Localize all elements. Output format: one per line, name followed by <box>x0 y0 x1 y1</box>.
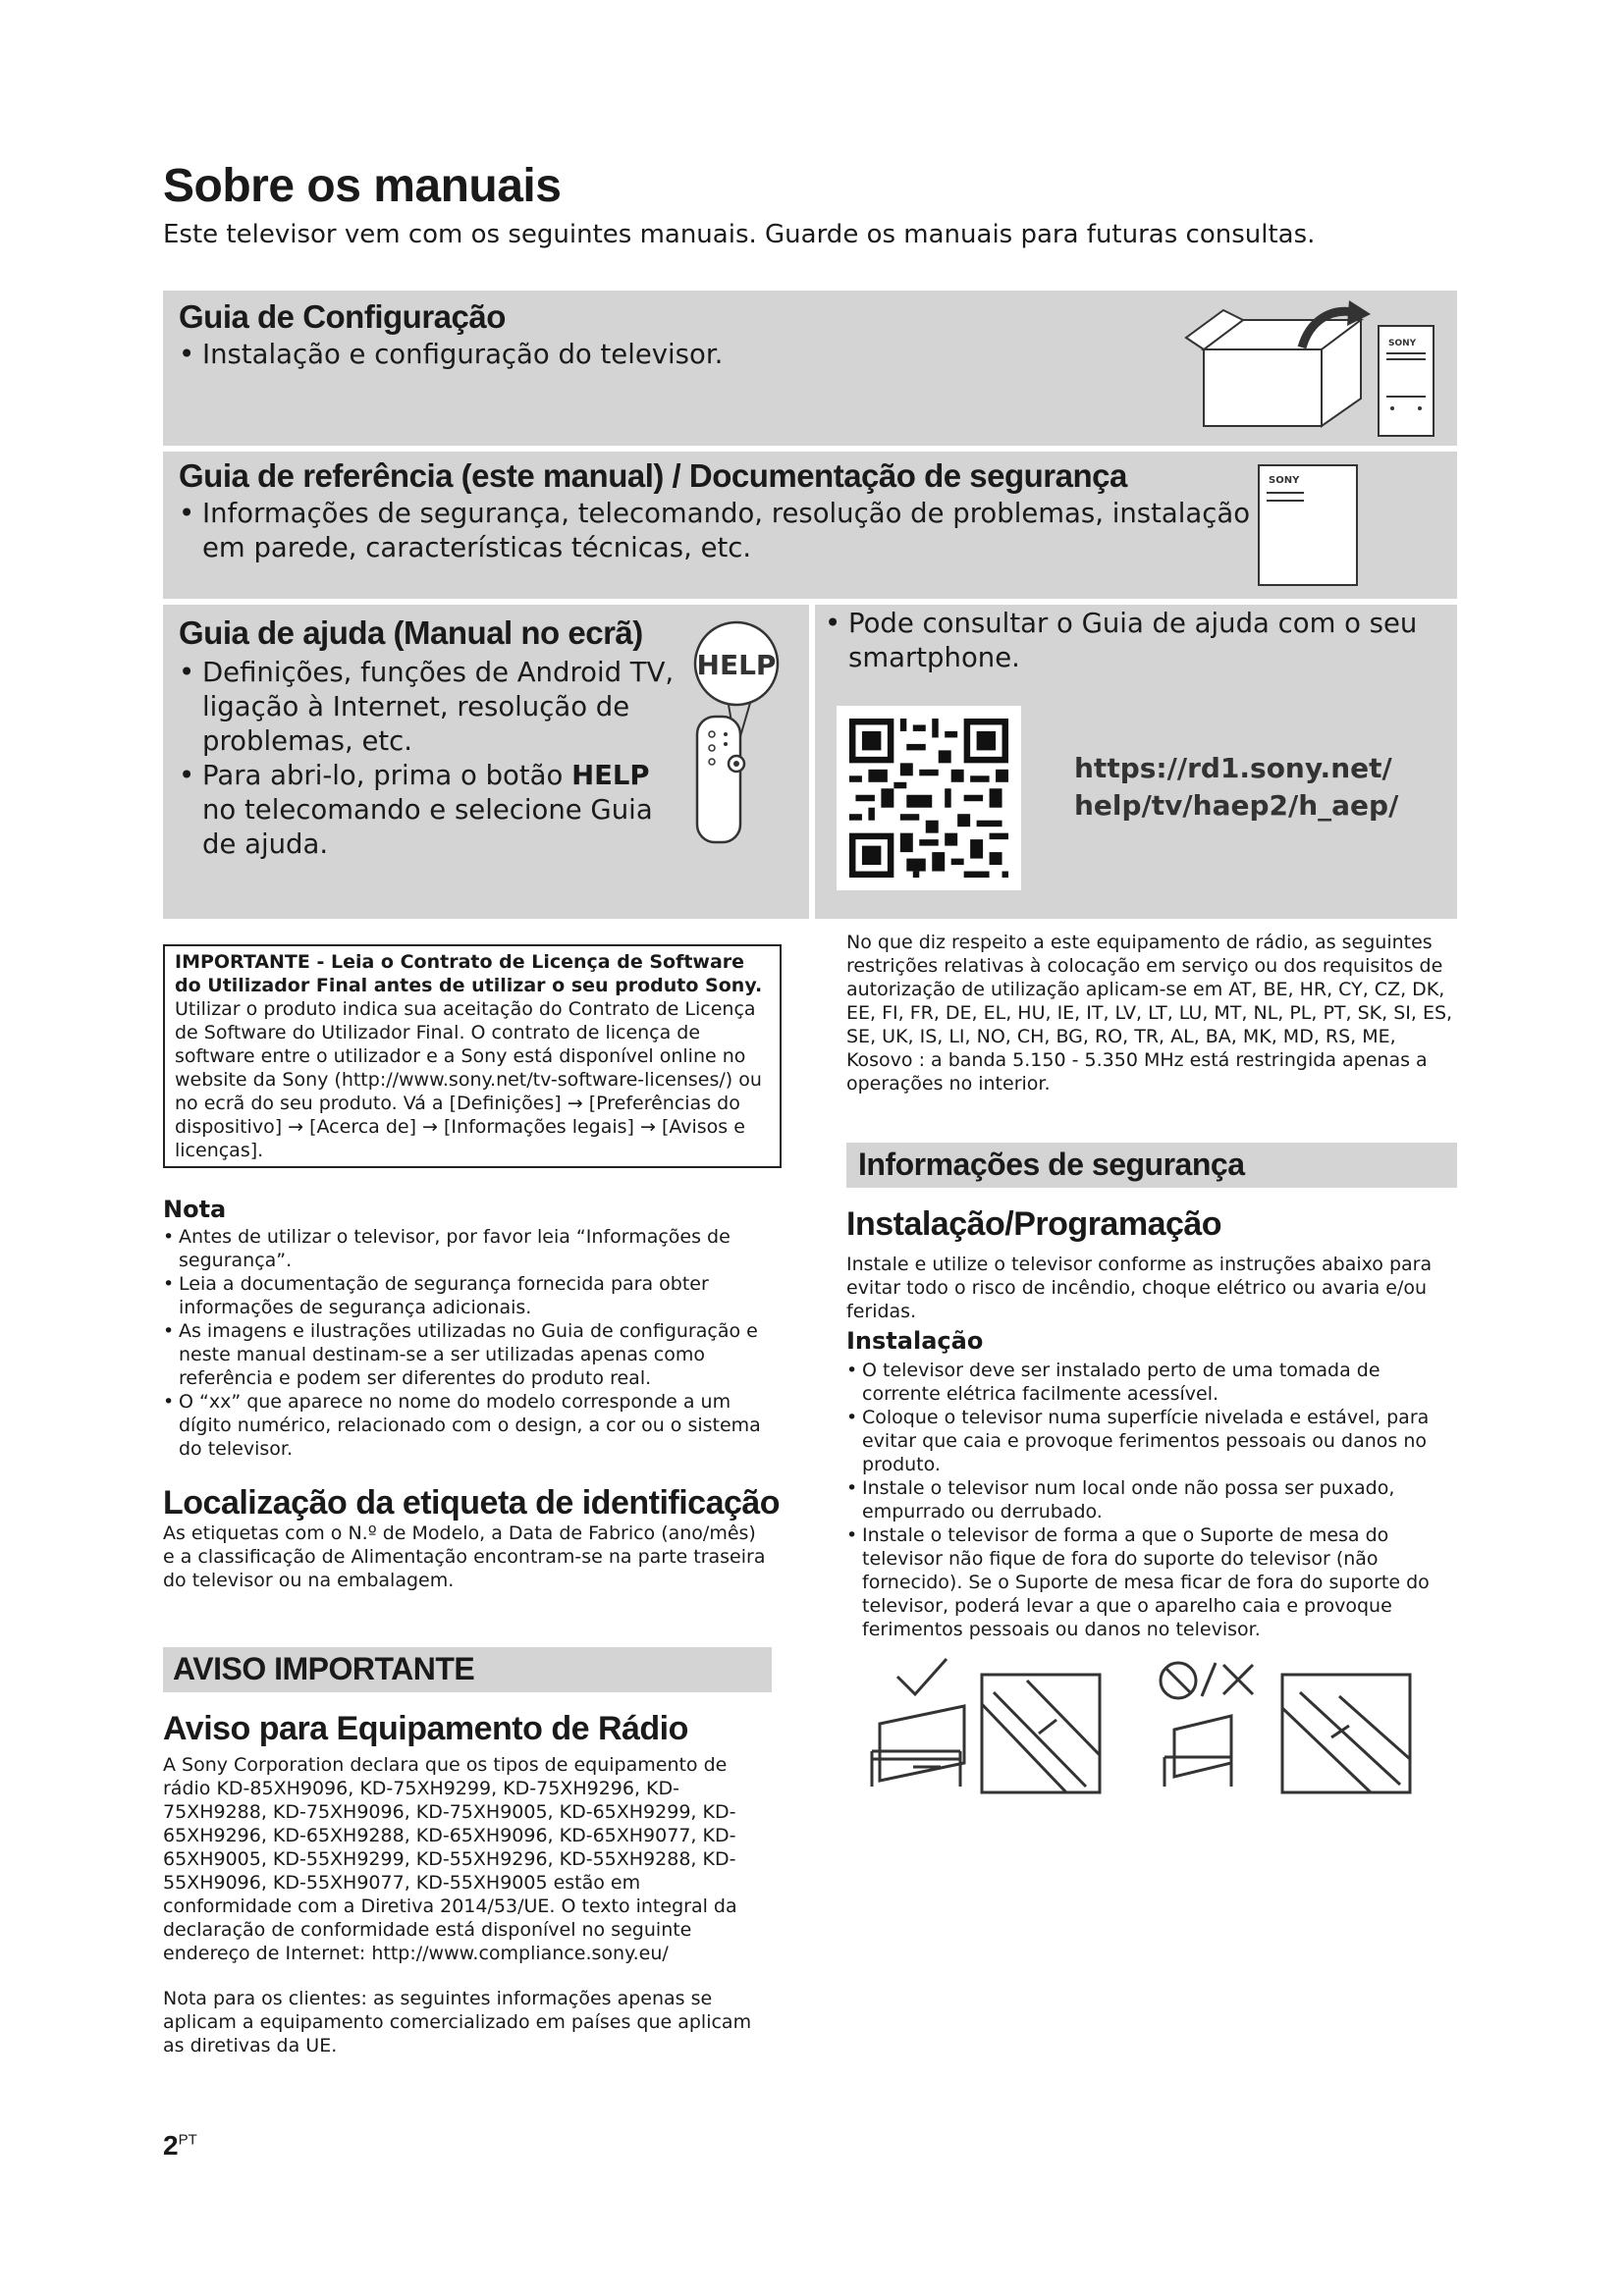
installation-item: • Instale o televisor de forma a que o Suporte de mesa do televisor não fique de fora do suporte do televisor (não fornecido). Se o Suporte de mesa ficar de fora do suporte do televisor, poderá levar a que o aparelho caia e provoque ferimentos pessoais ou danos no televisor. <box>846 1523 1455 1641</box>
eu-clients-note: Nota para os clientes: as seguintes informações apenas se aplicam a equipamento comercializado em países que aplicam as diretivas da UE. <box>163 1988 752 2056</box>
installation-list <box>846 1359 1455 1641</box>
reference-guide-item: • Informações de segurança, telecomando, resolução de problemas, instalação em parede, características técnicas, etc. <box>177 497 1263 565</box>
help-guide-item-open: • Para abri-lo, prima o botão HELP no telecomando e selecione Guia de ajuda. <box>177 759 677 862</box>
help-url-line2[interactable]: help/tv/haep2/h_aep/ <box>1074 789 1399 822</box>
nota-item: • Antes de utilizar o televisor, por favor leia “Informações de segurança”. <box>163 1225 772 1272</box>
important-bold-text: IMPORTANTE - Leia o Contrato de Licença de Software do Utilizador Final antes de utilizar o seu produto Sony. <box>175 951 763 996</box>
label-location-text: As etiquetas com o N.º de Modelo, a Data de Fabrico (ano/mês) e a classificação de Alimentação encontram-se na parte traseira do televisor ou na embalagem. <box>163 1522 766 1591</box>
help-smartphone-panel <box>815 605 1457 919</box>
reference-doc-brand: SONY <box>1269 475 1300 486</box>
safety-banner: Informações de segurança <box>846 1143 1457 1188</box>
page-subtitle: Este televisor vem com os seguintes manuais. Guarde os manuais para futuras consultas. <box>163 220 1316 249</box>
nota-heading: Nota <box>163 1196 227 1223</box>
manual-document-icon <box>1255 461 1363 589</box>
radio-equipment-heading: Aviso para Equipamento de Rádio <box>163 1710 688 1747</box>
important-license-box <box>163 944 782 1168</box>
help-guide-heading: Guia de ajuda (Manual no ecrã) <box>179 614 643 651</box>
check-icon <box>897 1659 947 1694</box>
installation-item: • Coloque o televisor numa superfície nivelada e estável, para evitar que caia e provoque ferimentos pessoais ou danos no produto. <box>846 1406 1455 1476</box>
setup-guide-item: • Instalação e configuração do televisor. <box>177 338 1471 372</box>
tv-stand-illustration <box>870 1657 1430 1824</box>
help-url-line1[interactable]: https://rd1.sony.net/ <box>1074 752 1392 784</box>
aviso-banner: AVISO IMPORTANTE <box>163 1647 772 1692</box>
page-lang: PT <box>178 2131 197 2149</box>
page-number: $2^{PT}$ <box>163 2130 197 2161</box>
reference-guide-heading: Guia de referência (este manual) / Documentação de segurança <box>179 457 1127 494</box>
box-manual-icon <box>1184 300 1449 438</box>
safety-intro-text: Instale e utilize o televisor conforme as instruções abaixo para evitar todo o risco de incêndio, choque elétrico ou avaria e/ou feridas. <box>846 1254 1433 1322</box>
help-button-label: HELP <box>571 760 650 791</box>
setup-guide-heading: Guia de Configuração <box>179 298 506 335</box>
nota-item: • Leia a documentação de segurança fornecida para obter informações de segurança adicionais. <box>163 1272 772 1319</box>
setup-guide-panel <box>163 291 1457 446</box>
page-title: Sobre os manuais <box>163 160 562 212</box>
installation-subheading: Instalação <box>846 1327 984 1355</box>
help-guide-panel <box>163 605 809 919</box>
important-body-text: Utilizar o produto indica sua aceitação do Contrato de Licença de Software do Utilizador Final. O contrato de licença de software entre o utilizador e a Sony está disponível online no website da Sony (http://www.sony.net/tv-software-licenses/) ou no ecrã do seu produto. Vá a [Definições] → [Preferências do dispositivo] → [Acerca de] → [Informações legais] → [Avisos e licenças]. <box>175 998 762 1161</box>
nota-item: • As imagens e ilustrações utilizadas no Guia de configuração e neste manual destinam-se a ser utilizadas apenas como referência e podem ser diferentes do produto real. <box>163 1319 772 1390</box>
installation-item: • O televisor deve ser instalado perto de uma tomada de corrente elétrica facilmente acessível. <box>846 1359 1455 1406</box>
qr-code[interactable] <box>837 691 1021 905</box>
installation-programming-heading: Instalação/Programação <box>846 1205 1222 1243</box>
help-guide-item-features: • Definições, funções de Android TV, ligação à Internet, resolução de problemas, etc. <box>177 656 677 759</box>
smartphone-text: • Pode consultar o Guia de ajuda com o seu smartphone. <box>823 607 1418 675</box>
reference-guide-panel <box>163 452 1457 599</box>
help-bubble-label: HELP <box>696 649 777 681</box>
installation-item: • Instale o televisor num local onde não possa ser puxado, empurrado ou derrubado. <box>846 1476 1455 1523</box>
setup-doc-brand: SONY <box>1388 339 1417 348</box>
nota-list <box>163 1225 772 1461</box>
label-location-heading: Localização da etiqueta de identificação <box>163 1484 781 1522</box>
radio-restriction-text: No que diz respeito a este equipamento de rádio, as seguintes restrições relativas à colocação em serviço ou dos requisitos de autorização de utilização aplicam-se em AT, BE, HR, CY, CZ, DK, EE, FI, FR, DE, EL, HU, IE, IT, LV, LT, LU, MT, NL, PL, PT, SK, SI, ES, SE, UK, IS, LI, NO, CH, BG, RO, TR, AL, BA, MK, MD, RS, ME, Kosovo : a banda 5.150 - 5.350 MHz está restringida apenas a operações no interior. <box>846 932 1453 1095</box>
remote-help-icon <box>687 613 785 848</box>
radio-equipment-text: A Sony Corporation declara que os tipos de equipamento de rádio KD-85XH9096, KD-75XH9299, KD-75XH9296, KD-75XH9288, KD-75XH9096, KD-75XH9005, KD-65XH9299, KD-65XH9296, KD-65XH9288, KD-65XH9096, KD-65XH9077, KD-65XH9005, KD-55XH9299, KD-55XH9296, KD-55XH9288, KD-55XH9096, KD-55XH9077, KD-55XH9005 estão em conformidade com a Diretiva 2014/53/UE. O texto integral da declaração de conformidade está disponível no seguinte endereço de Internet: http://www.compliance.sony.eu/ <box>163 1754 737 1964</box>
nota-item: • O “xx” que aparece no nome do modelo corresponde a um dígito numérico, relacionado com o design, a cor ou o sistema do televisor. <box>163 1390 772 1461</box>
